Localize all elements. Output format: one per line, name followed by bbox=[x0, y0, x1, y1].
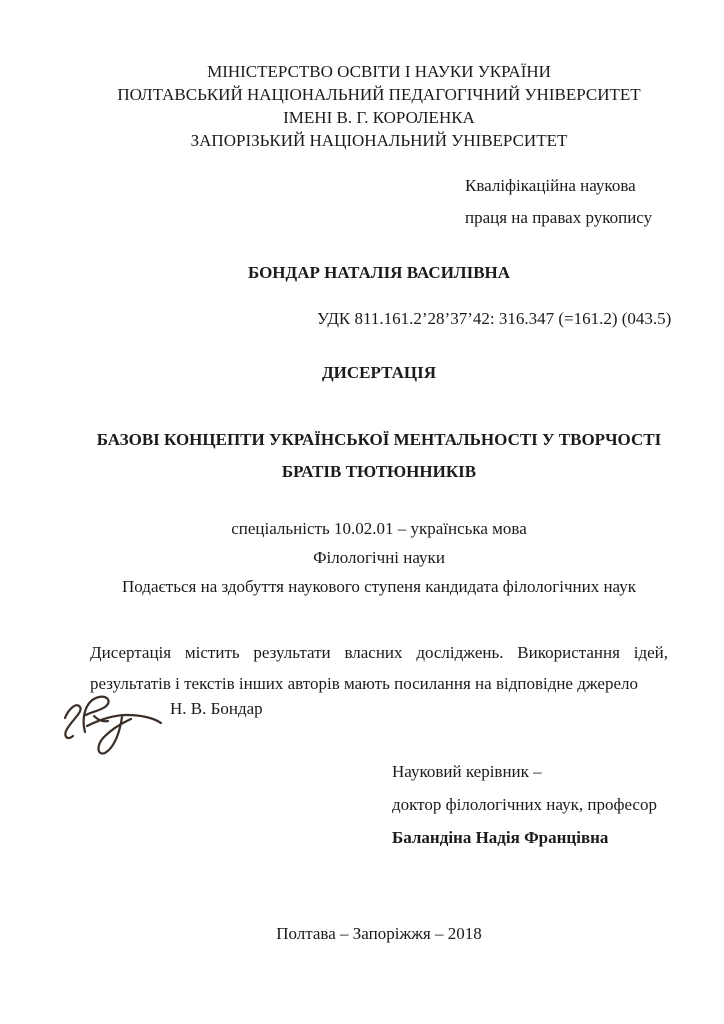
ministry-line: МІНІСТЕРСТВО ОСВІТИ І НАУКИ УКРАЇНИ bbox=[207, 62, 551, 81]
university-line-3: ЗАПОРІЗЬКИЙ НАЦІОНАЛЬНИЙ УНІВЕРСИТЕТ bbox=[190, 131, 568, 150]
specialty-line: спеціальність 10.02.01 – українська мова bbox=[231, 519, 527, 538]
declaration-line-1: Дисертація містить результати власних досліджень. Використання ідей, bbox=[90, 643, 668, 662]
supervisor-degree: доктор філологічних наук, професор bbox=[392, 795, 657, 814]
supervisor-block bbox=[392, 755, 657, 854]
supervisor-label: Науковий керівник – bbox=[392, 762, 542, 781]
dissertation-title bbox=[90, 424, 668, 488]
university-line-1: ПОЛТАВСЬКИЙ НАЦІОНАЛЬНИЙ ПЕДАГОГІЧНИЙ УНІВЕРСИТЕТ bbox=[117, 85, 641, 104]
title-line-2: БРАТІВ ТЮТЮННИКІВ bbox=[281, 462, 477, 481]
manuscript-note-line-2: праця на правах рукопису bbox=[465, 208, 653, 227]
city-year-footer: Полтава – Запоріжжя – 2018 bbox=[276, 924, 482, 943]
university-line-2: ІМЕНІ В. Г. КОРОЛЕНКА bbox=[283, 108, 475, 127]
sciences-line: Філологічні науки bbox=[313, 548, 445, 567]
author-name: БОНДАР НАТАЛІЯ ВАСИЛІВНА bbox=[247, 263, 511, 282]
signature-ink bbox=[56, 686, 168, 758]
signature-name: Н. В. Бондар bbox=[170, 699, 263, 718]
originality-declaration bbox=[90, 637, 668, 699]
title-line-1: БАЗОВІ КОНЦЕПТИ УКРАЇНСЬКОЇ МЕНТАЛЬНОСТІ У ТВОРЧОСТІ bbox=[96, 430, 662, 449]
institutions-header bbox=[90, 60, 668, 152]
udc-code: УДК 811.161.2’28’37’42: 316.347 (=161.2) (043.5) bbox=[317, 309, 672, 328]
supervisor-name: Баландіна Надія Францівна bbox=[392, 828, 609, 847]
manuscript-note-line-1: Кваліфікаційна наукова bbox=[465, 176, 636, 195]
declaration-line-2: результатів і текстів інших авторів мають посилання на відповідне джерело bbox=[90, 674, 638, 693]
signature-image bbox=[56, 686, 168, 758]
document-type-label: ДИСЕРТАЦІЯ bbox=[321, 363, 436, 382]
manuscript-note bbox=[465, 170, 652, 234]
submission-line: Подається на здобуття наукового ступеня кандидата філологічних наук bbox=[122, 577, 636, 596]
